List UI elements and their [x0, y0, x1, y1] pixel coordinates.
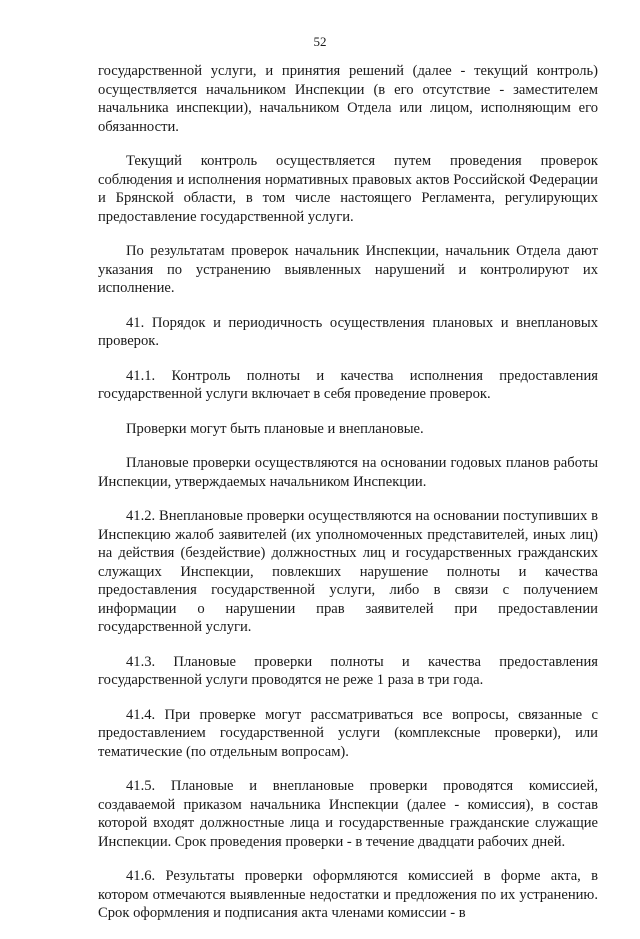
document-body — [98, 62, 598, 939]
paragraph: Проверки могут быть плановые и внеплановые. — [126, 420, 424, 437]
page-number: 52 — [313, 34, 327, 49]
paragraph: 41.5. Плановые и внеплановые проверки проводятся комиссией, создаваемой приказом начальника Инспекции (далее - комиссия), в состав которой входят должностные лица и государственные гражданские служащие Инспекции. Срок проведения проверки - в течение двадцати рабочих дней. — [98, 778, 598, 850]
paragraph: По результатам проверок начальник Инспекции, начальник Отдела дают указания по устранению выявленных нарушений и контролируют их исполнение. — [98, 243, 598, 296]
paragraph: государственной услуги, и принятия решений (далее - текущий контроль) осуществляется начальником Инспекции (в его отсутствие - заместителем начальника инспекции), начальником Отдела или лицом, исполняющим его обязанности. — [98, 63, 598, 135]
paragraph: Плановые проверки осуществляются на основании годовых планов работы Инспекции, утверждаемых начальником Инспекции. — [98, 455, 598, 490]
paragraph: 41.3. Плановые проверки полноты и качества предоставления государственной услуги проводятся не реже 1 раза в три года. — [98, 653, 598, 688]
paragraph: 41.2. Внеплановые проверки осуществляются на основании поступивших в Инспекцию жалоб заявителей (их уполномоченных представителей, иных лиц) на действия (бездействие) должностных лиц и государственных гражданских служащих Инспекции, повлекших нарушение полноты и качества предоставления государственной услуги, либо в связи с получением информации о нарушении прав заявителей при предоставлении государственной услуги. — [98, 508, 598, 635]
paragraph: 41. Порядок и периодичность осуществления плановых и внеплановых проверок. — [98, 314, 598, 349]
paragraph: 41.1. Контроль полноты и качества исполнения предоставления государственной услуги включает в себя проведение проверок. — [98, 367, 598, 402]
paragraph: 41.6. Результаты проверки оформляются комиссией в форме акта, в котором отмечаются выявленные недостатки и предложения по их устранению. Срок оформления и подписания акта членами комиссии - в — [98, 868, 598, 921]
paragraph: Текущий контроль осуществляется путем проведения проверок соблюдения и исполнения нормативных правовых актов Российской Федерации и Брянской области, в том числе настоящего Регламента, регулирующих предоставление государственной услуги. — [98, 153, 598, 225]
paragraph: 41.4. При проверке могут рассматриваться все вопросы, связанные с предоставлением государственной услуги (комплексные проверки), или тематические (по отдельным вопросам). — [98, 706, 598, 760]
